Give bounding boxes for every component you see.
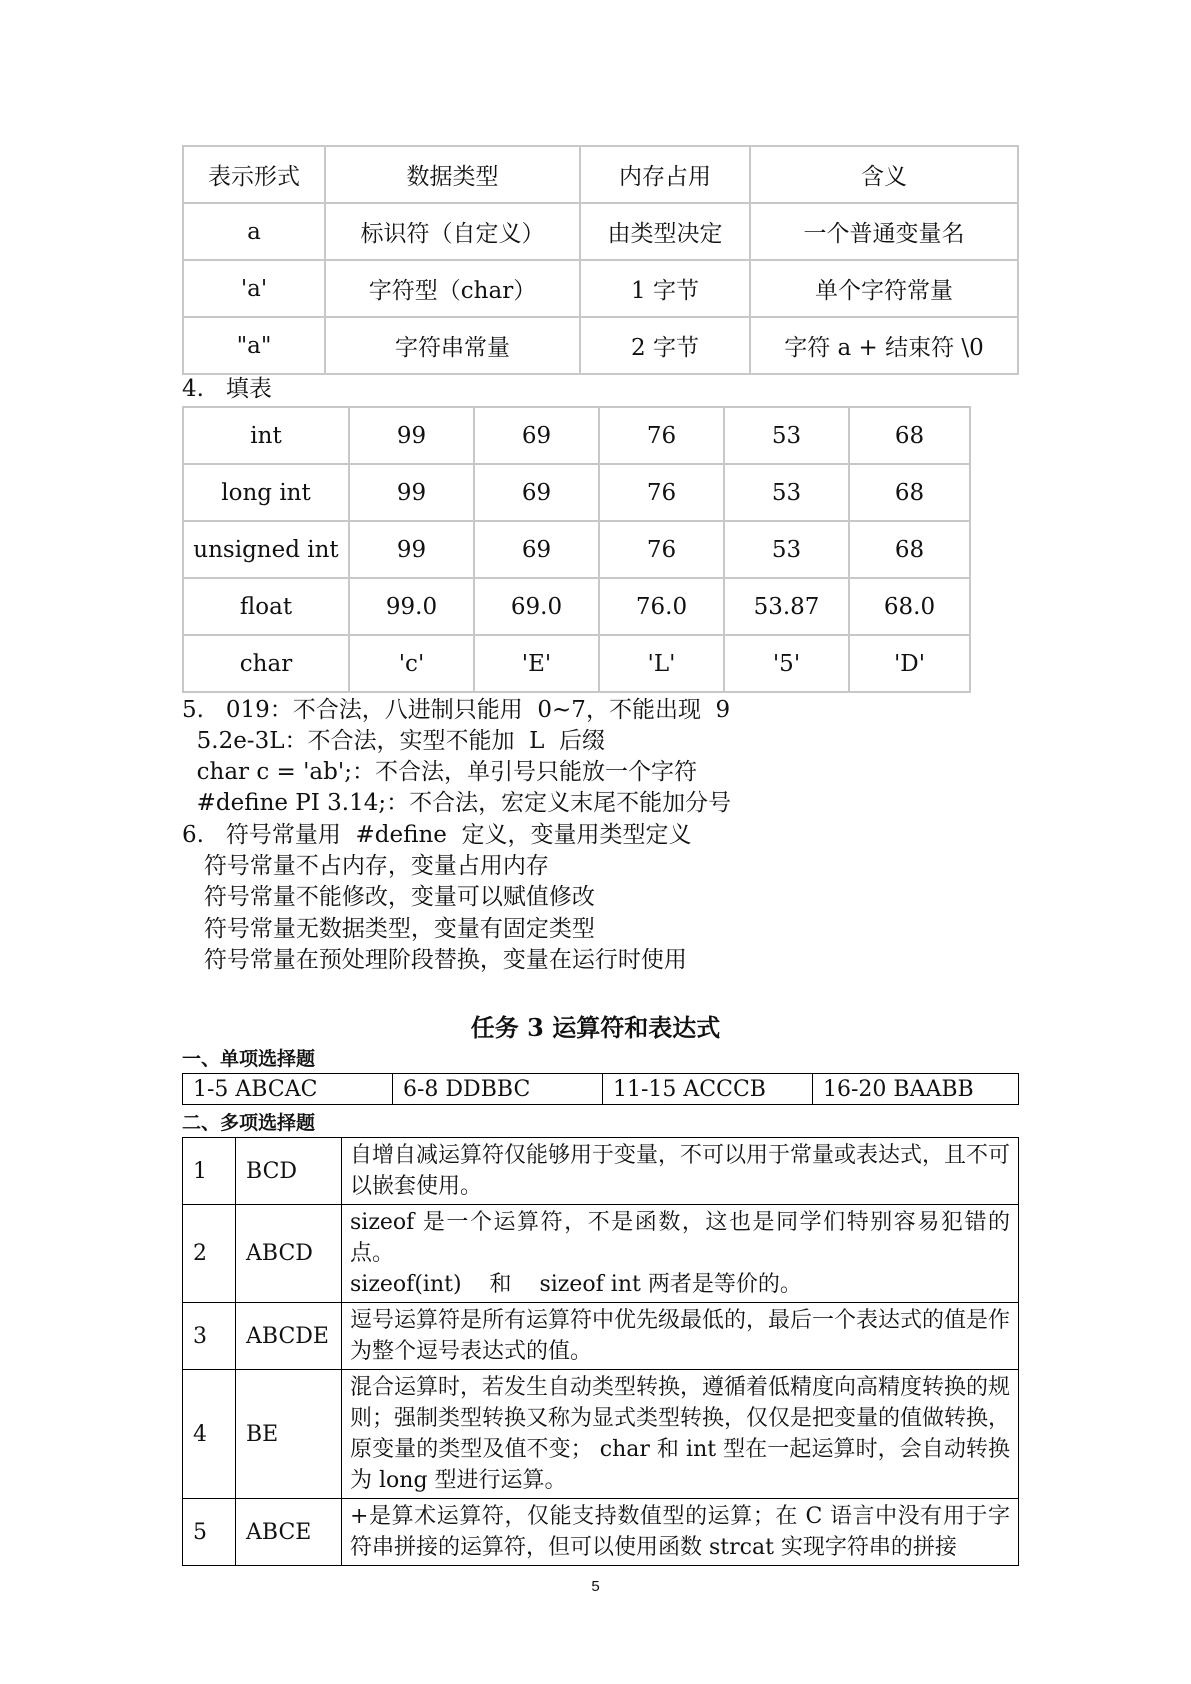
question-number: 1	[183, 1138, 236, 1205]
question-number: 4	[183, 1370, 236, 1499]
answer: ABCDE	[236, 1303, 342, 1370]
table-cell: 字符 a + 结束符 \0	[750, 317, 1018, 374]
item-6-line: 6. 符号常量用 #define 定义，变量用类型定义	[182, 822, 692, 848]
answer: BE	[236, 1370, 342, 1499]
table-cell: unsigned int	[183, 521, 349, 578]
table-cell: 单个字符常量	[750, 260, 1018, 317]
table-cell: 76	[599, 464, 724, 521]
table-cell: "a"	[183, 317, 325, 374]
table-cell: a	[183, 203, 325, 260]
table-cell: char	[183, 635, 349, 692]
table-row	[183, 1074, 1019, 1105]
table-row	[183, 1138, 1019, 1205]
table-row	[183, 464, 970, 521]
table-cell: 2 字节	[580, 317, 750, 374]
table-header-row	[183, 146, 1018, 203]
table-cell: 69	[474, 521, 599, 578]
table-row	[183, 1303, 1019, 1370]
table-cell: 1-5 ABCAC	[183, 1074, 393, 1105]
single-choice-table	[182, 1073, 1019, 1105]
table-cell: 字符型（char）	[325, 260, 580, 317]
table-cell: 68	[849, 521, 970, 578]
table-cell: 标识符（自定义）	[325, 203, 580, 260]
fill-table	[182, 406, 971, 693]
item-5-line: #define PI 3.14;：不合法，宏定义末尾不能加分号	[182, 790, 732, 816]
item-6-line: 符号常量无数据类型，变量有固定类型	[182, 916, 595, 942]
table-cell: 69	[474, 464, 599, 521]
table-cell: 由类型决定	[580, 203, 750, 260]
table-cell: 68	[849, 407, 970, 464]
explanation	[342, 1205, 1019, 1303]
item-6-line: 符号常量不占内存，变量占用内存	[182, 853, 549, 879]
explanation: 混合运算时，若发生自动类型转换，遵循着低精度向高精度转换的规则；强制类型转换又称为显式类型转换，仅仅是把变量的值做转换，原变量的类型及值不变； char 和 int 型在一起运算时，会自动转换为 long 型进行运算。	[342, 1370, 1019, 1499]
table-cell: 'D'	[849, 635, 970, 692]
table-cell: 69	[474, 407, 599, 464]
table-cell: int	[183, 407, 349, 464]
item-6-line: 符号常量在预处理阶段替换，变量在运行时使用	[182, 947, 687, 973]
item-4-label: 4. 填表	[182, 376, 272, 402]
question-number: 5	[183, 1499, 236, 1566]
table-cell: float	[183, 578, 349, 635]
table-row	[183, 1370, 1019, 1499]
answer: ABCD	[236, 1205, 342, 1303]
explanation-line: sizeof 是一个运算符，不是函数，这也是同学们特别容易犯错的点。	[350, 1210, 1010, 1266]
table-cell: 一个普通变量名	[750, 203, 1018, 260]
page-number: 5	[591, 1578, 600, 1595]
table-row	[183, 1499, 1019, 1566]
table-cell: 1 字节	[580, 260, 750, 317]
representation-table	[182, 145, 1019, 375]
table-cell: 53	[724, 464, 849, 521]
table-cell: 字符串常量	[325, 317, 580, 374]
table-row	[183, 635, 970, 692]
table-cell: 53	[724, 521, 849, 578]
table-cell: 68	[849, 464, 970, 521]
table-row	[183, 1205, 1019, 1303]
table-cell: 76.0	[599, 578, 724, 635]
item-6-line: 符号常量不能修改，变量可以赋值修改	[182, 884, 595, 910]
table-row	[183, 578, 970, 635]
table-cell: 'L'	[599, 635, 724, 692]
table-row	[183, 317, 1018, 374]
table-row	[183, 407, 970, 464]
task-heading: 任务 3 运算符和表达式	[470, 1013, 721, 1042]
table-cell: 68.0	[849, 578, 970, 635]
section-title-multi-choice: 二、多项选择题	[182, 1112, 316, 1134]
header-cell: 含义	[750, 146, 1018, 203]
table-cell: 11-15 ACCCB	[603, 1074, 813, 1105]
table-row	[183, 260, 1018, 317]
table-cell: 99	[349, 464, 474, 521]
table-cell: 99	[349, 407, 474, 464]
table-cell: 'c'	[349, 635, 474, 692]
question-number: 2	[183, 1205, 236, 1303]
multi-choice-table	[182, 1137, 1019, 1566]
item-5-line: char c = 'ab';：不合法，单引号只能放一个字符	[182, 759, 697, 785]
table-cell: 53	[724, 407, 849, 464]
question-number: 3	[183, 1303, 236, 1370]
table-cell: 76	[599, 521, 724, 578]
table-cell: long int	[183, 464, 349, 521]
header-cell: 表示形式	[183, 146, 325, 203]
table-cell: 99.0	[349, 578, 474, 635]
header-cell: 内存占用	[580, 146, 750, 203]
answer: BCD	[236, 1138, 342, 1205]
table-cell: 53.87	[724, 578, 849, 635]
table-cell: 69.0	[474, 578, 599, 635]
table-cell: 16-20 BAABB	[813, 1074, 1019, 1105]
header-cell: 数据类型	[325, 146, 580, 203]
table-cell: 76	[599, 407, 724, 464]
table-cell: 6-8 DDBBC	[393, 1074, 603, 1105]
explanation: +是算术运算符，仅能支持数值型的运算；在 C 语言中没有用于字符串拼接的运算符，但可以使用函数 strcat 实现字符串的拼接	[342, 1499, 1019, 1566]
section-title-single-choice: 一、单项选择题	[182, 1048, 316, 1070]
explanation: 自增自减运算符仅能够用于变量，不可以用于常量或表达式，且不可以嵌套使用。	[342, 1138, 1019, 1205]
item-5-line: 5.2e-3L：不合法，实型不能加 L 后缀	[182, 728, 606, 754]
item-5-line: 5. 019：不合法，八进制只能用 0~7，不能出现 9	[182, 697, 731, 723]
table-cell: 99	[349, 521, 474, 578]
explanation: 逗号运算符是所有运算符中优先级最低的，最后一个表达式的值是作为整个逗号表达式的值。	[342, 1303, 1019, 1370]
table-row	[183, 521, 970, 578]
table-cell: 'a'	[183, 260, 325, 317]
table-cell: '5'	[724, 635, 849, 692]
answer: ABCE	[236, 1499, 342, 1566]
explanation-line: sizeof(int) 和 sizeof int 两者是等价的。	[350, 1272, 802, 1297]
table-row	[183, 203, 1018, 260]
table-cell: 'E'	[474, 635, 599, 692]
